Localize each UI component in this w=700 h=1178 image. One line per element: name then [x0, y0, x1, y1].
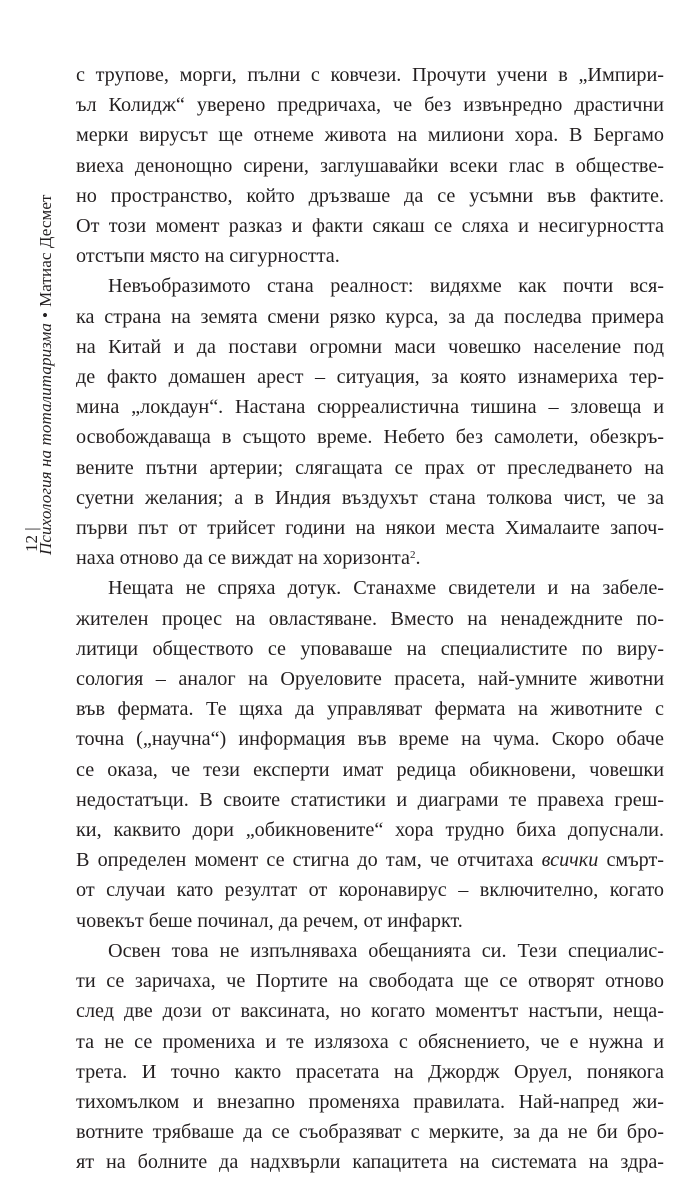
text-line: точна („научна“) информация във време на чума. Скоро обаче: [76, 728, 664, 751]
text-line: мина „локдаун“. Настана сюрреалистична тишина – зловеща и: [76, 396, 664, 419]
text-line: ки, каквито дори „обикновените“ хора трудно биха допуснали.: [76, 819, 664, 842]
text-line: В определен момент се стигна до там, че отчитаха всички смърт-: [76, 849, 665, 872]
running-head: [36, 194, 56, 555]
text-line: с трупове, морги, пълни с ковчези. Прочути учени в „Импири-: [76, 64, 664, 86]
text-line: след две дози от ваксината, но когато моментът настъпи, неща-: [76, 1000, 664, 1023]
text-line: от случаи като резултат от коронавирус – включително, когато: [76, 879, 664, 902]
text-line: виеха денонощно сирени, заглушавайки всеки глас в обществе-: [76, 154, 664, 177]
text-line: де факто домашен арест – ситуация, за която изнамериха тер-: [76, 366, 664, 389]
emphasized-word: всички: [541, 849, 599, 872]
separator-dot: •: [36, 311, 55, 318]
text-line: ъл Колидж“ уверено предричаха, че без извънредно драстични: [76, 94, 664, 117]
book-title: Психология на тоталитаризма: [36, 322, 55, 555]
text-line: освобождаваща в същото време. Небето без самолети, обезкръ-: [76, 426, 664, 449]
text-line: жителен процес на овластяване. Вместо на ненадеждните по-: [76, 607, 664, 630]
text-line: та не се промениха и те излязоха с обяснението, че е нужна и: [76, 1030, 664, 1053]
text-line: но пространство, който дръзваше да се усъмни във фактите.: [76, 184, 664, 207]
text-line: отстъпи място на сигурността.: [76, 245, 340, 268]
paragraph-1: [76, 60, 664, 271]
text-line: на Китай и да постави огромни маси човешко население под: [76, 335, 664, 358]
text-line: във фермата. Те щяха да управляват фермата на животните с: [76, 698, 664, 721]
text-line: недостатъци. В своите статистики и диаграми те правеха греш-: [76, 788, 664, 811]
text-line: От този момент разказ и факти сякаш се сляха и несигурността: [76, 215, 664, 238]
page-number: 12 |: [22, 527, 41, 552]
body-text: [76, 60, 664, 1178]
text-line: първи път от трийсет години на някои места Хималаите започ-: [76, 517, 664, 540]
text-line: Нещата не спряха дотук. Станахме свидетели и на забеле-: [108, 577, 664, 600]
text-line: вените пътни артерии; слягащата се прах от преследването на: [76, 456, 664, 479]
running-header: [14, 30, 64, 730]
text-line: тихомълком и внезапно променяха правилата. Най-напред жи-: [76, 1090, 664, 1113]
paragraph-3: [76, 573, 664, 935]
text-line: Невъобразимото стана реалност: видяхме как почти вся-: [108, 275, 664, 298]
text-line: суетни желания; а в Индия въздухът стана толкова чист, че за: [76, 486, 664, 509]
paragraph-2: [76, 271, 664, 573]
paragraph-4: [76, 936, 664, 1178]
footnote-ref[interactable]: 2: [409, 549, 416, 562]
text-line: сология – аналог на Оруеловите прасета, най-умните животни: [76, 668, 664, 691]
text-line: литици обществото се уповаваше на специалистите по виру-: [76, 637, 664, 660]
text-line: ят на болните да надхвърли капацитета на системата на здра-: [76, 1151, 664, 1174]
text-line: мерки вирусът ще отнеме живота на милиони хора. В Бергамо: [76, 124, 664, 147]
text-line: Освен това не изпълняваха обещанията си. Тези специалис-: [108, 939, 664, 962]
text-line: ка страна на земята смени рязко курса, за да последва примера: [76, 305, 664, 328]
text-line: се оказа, че тези експерти имат редица обикновени, човешки: [76, 758, 664, 781]
text-line: наха отново да се виждат на хоризонта$^2$.: [76, 547, 421, 570]
text-line: вотните трябваше да се съобразяват с мерките, за да не би бро-: [76, 1121, 664, 1144]
text-line: трета. И точно както прасетата на Джордж Оруел, понякога: [76, 1060, 664, 1083]
author-name: Матиас Десмет: [36, 194, 55, 307]
text-line: ти се заричаха, че Портите на свободата ще се отворят отново: [76, 970, 664, 993]
text-line: човекът беше починал, да речем, от инфаркт.: [76, 909, 463, 932]
